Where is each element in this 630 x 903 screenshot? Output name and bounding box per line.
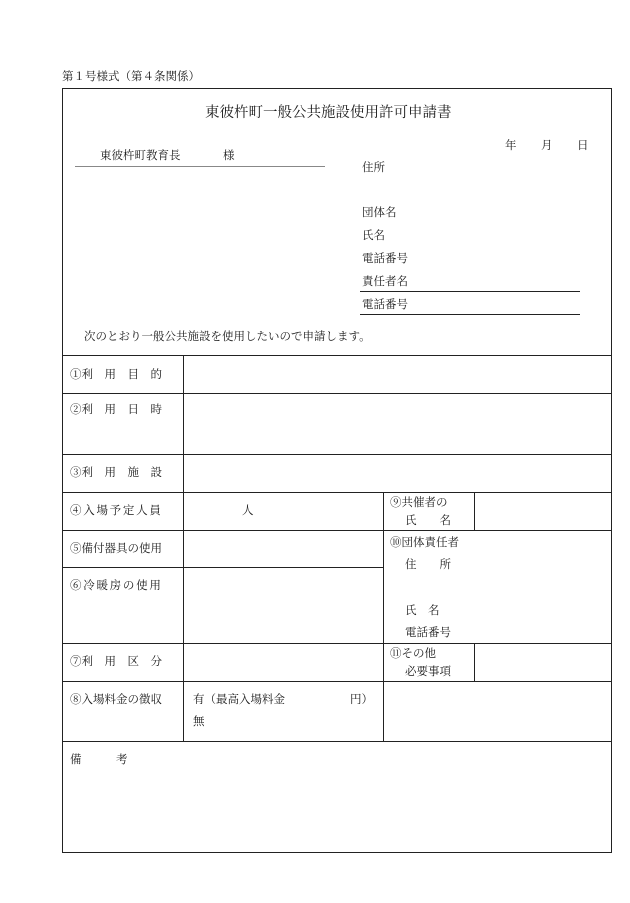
table-line-7 xyxy=(62,643,612,644)
cosponsor-label-line1: ⑨共催者の xyxy=(390,495,448,509)
right-inner-divider-top xyxy=(474,492,475,530)
applicant-group-label: 団体名 xyxy=(362,205,397,219)
right-inner-divider-bottom xyxy=(474,643,475,681)
row-label-equipment: ⑤備付器具の使用 xyxy=(70,541,162,555)
responsible-phone-underline xyxy=(360,314,580,315)
org-address-label: 住 所 xyxy=(405,557,451,571)
date-year-label: 年 xyxy=(505,138,517,152)
date-day-label: 日 xyxy=(577,138,589,152)
cosponsor-label-line2: 氏 名 xyxy=(405,513,451,527)
table-line-4 xyxy=(62,492,612,493)
fee-yen-label: 円） xyxy=(350,692,373,706)
fee-yes-option: 有（最高入場料金 xyxy=(193,692,285,706)
table-line-3 xyxy=(62,454,612,455)
table-line-5 xyxy=(62,530,612,531)
row-label-purpose: ①利 用 目 的 xyxy=(70,367,162,381)
attendance-unit: 人 xyxy=(242,503,254,517)
form-number: 第１号様式（第４条関係） xyxy=(62,69,200,83)
intro-text: 次のとおり一般公共施設を使用したいので申請します。 xyxy=(84,329,371,343)
table-line-2 xyxy=(62,393,612,394)
middle-column-divider xyxy=(383,492,384,741)
addressee-underline xyxy=(75,166,325,167)
fee-no-option: 無 xyxy=(193,714,205,728)
org-rep-label: ⑩団体責任者 xyxy=(390,535,459,549)
other-label-line1: ⑪その他 xyxy=(390,646,436,660)
table-line-9 xyxy=(62,741,612,742)
applicant-name-label: 氏名 xyxy=(362,228,385,242)
row-label-attendance: ④入場予定人員 xyxy=(70,503,163,517)
row-label-datetime: ②利 用 日 時 xyxy=(70,402,162,416)
org-name-label: 氏 名 xyxy=(405,603,440,617)
row-label-category: ⑦利 用 区 分 xyxy=(70,654,162,668)
row-label-facility: ③利 用 施 設 xyxy=(70,465,162,479)
applicant-address-label: 住所 xyxy=(362,160,385,174)
table-line-8 xyxy=(62,681,612,682)
row-label-fee: ⑧入場料金の徴収 xyxy=(70,692,162,706)
applicant-phone-label: 電話番号 xyxy=(362,251,408,265)
responsible-person-underline xyxy=(360,291,580,292)
remarks-label: 備 考 xyxy=(70,752,128,766)
responsible-person-label: 責任者名 xyxy=(362,274,408,288)
table-line-6 xyxy=(62,567,383,568)
responsible-phone-label: 電話番号 xyxy=(362,297,408,311)
other-label-line2: 必要事項 xyxy=(405,664,451,678)
row-label-aircon: ⑥冷暖房の使用 xyxy=(70,578,163,592)
addressee-honorific: 様 xyxy=(223,148,235,162)
label-column-divider xyxy=(183,355,184,741)
form-title: 東彼杵町一般公共施設使用許可申請書 xyxy=(205,105,452,121)
table-line-1 xyxy=(62,355,612,356)
date-month-label: 月 xyxy=(541,138,553,152)
addressee-name: 東彼杵町教育長 xyxy=(100,148,181,162)
org-phone-label: 電話番号 xyxy=(405,625,451,639)
